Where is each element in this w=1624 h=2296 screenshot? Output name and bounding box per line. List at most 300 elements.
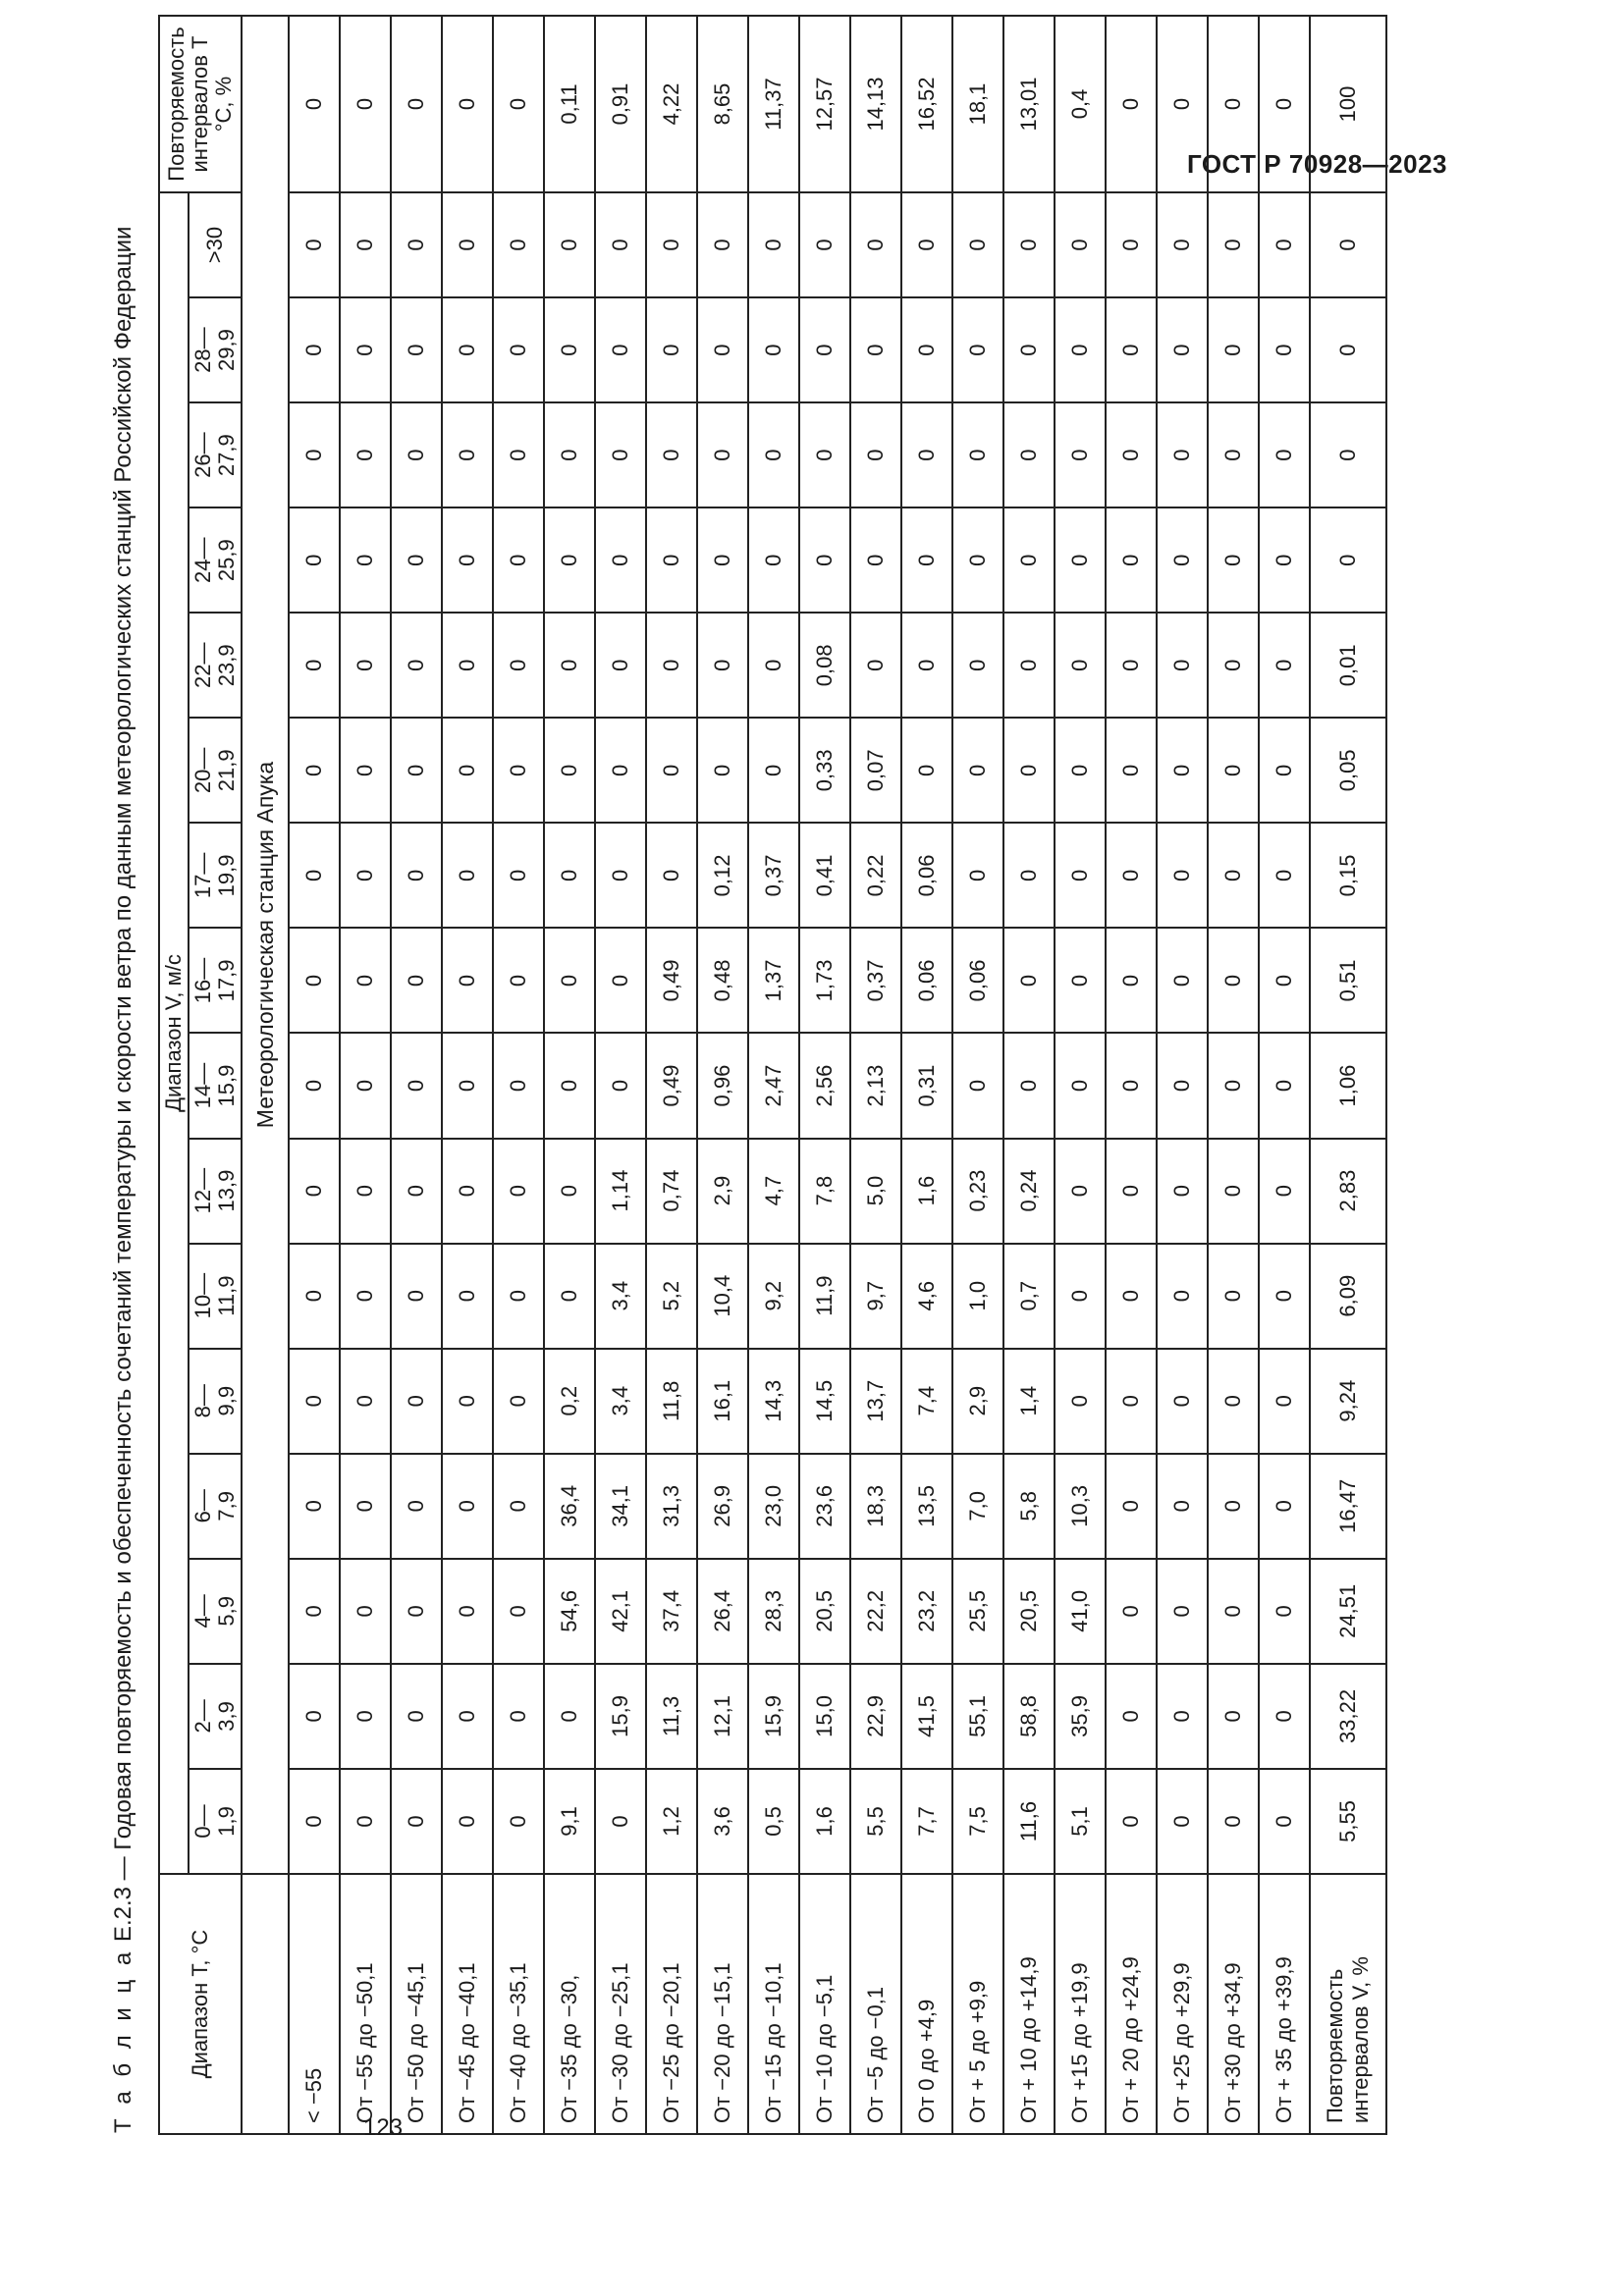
repeatability-cell: 0 (391, 16, 442, 192)
value-cell: 0 (1003, 718, 1055, 823)
value-cell: 10,3 (1055, 1454, 1106, 1559)
value-cell: 0 (850, 507, 901, 613)
value-cell: 0 (850, 297, 901, 402)
value-cell: 0 (391, 1664, 442, 1769)
value-cell: 0 (289, 1769, 340, 1874)
value-cell: 14,5 (799, 1349, 850, 1454)
value-cell: 0 (340, 192, 391, 297)
repeatability-cell: 0 (1106, 16, 1157, 192)
value-cell: 15,9 (748, 1664, 799, 1769)
value-cell: 0 (544, 823, 595, 928)
row-label: От −25 до −20,1 (646, 1874, 697, 2134)
value-cell: 0 (1259, 192, 1310, 297)
value-cell: 0 (1259, 402, 1310, 507)
row-label: Повторяемость интервалов V, % (1310, 1874, 1386, 2134)
value-cell: 7,8 (799, 1139, 850, 1244)
value-cell: 0 (1003, 297, 1055, 402)
value-cell: 0 (544, 928, 595, 1033)
value-cell: 0 (1208, 613, 1259, 718)
row-label: От −40 до −35,1 (493, 1874, 544, 2134)
value-cell: 0,33 (799, 718, 850, 823)
table-row (1003, 16, 1055, 2134)
station-row-blank (242, 1874, 289, 2134)
wind-range-cell: 26— 27,9 (189, 402, 242, 507)
value-cell: 0 (1208, 928, 1259, 1033)
value-cell: 18,3 (850, 1454, 901, 1559)
value-cell: 0 (1208, 1559, 1259, 1664)
value-cell: 0 (1208, 823, 1259, 928)
value-cell: 0 (1106, 1454, 1157, 1559)
value-cell: 0 (493, 718, 544, 823)
value-cell: 0 (1106, 823, 1157, 928)
value-cell: 0,15 (1310, 823, 1386, 928)
value-cell: 15,9 (595, 1664, 646, 1769)
repeatability-cell: 0 (493, 16, 544, 192)
value-cell: 0 (1106, 1034, 1157, 1139)
value-cell: 0 (952, 823, 1003, 928)
value-cell: 0,01 (1310, 613, 1386, 718)
value-cell: 0 (544, 1244, 595, 1349)
value-cell: 11,6 (1003, 1769, 1055, 1874)
value-cell: 0 (1106, 1244, 1157, 1349)
value-cell: 0 (544, 297, 595, 402)
value-cell: 58,8 (1003, 1664, 1055, 1769)
value-cell: 2,13 (850, 1034, 901, 1139)
table-row (952, 16, 1003, 2134)
value-cell: 0 (289, 823, 340, 928)
value-cell: 0 (1106, 1769, 1157, 1874)
value-cell: 0 (901, 192, 952, 297)
value-cell: 13,5 (901, 1454, 952, 1559)
value-cell: 2,47 (748, 1034, 799, 1139)
value-cell: 0 (289, 1349, 340, 1454)
wind-range-cell: 14— 15,9 (189, 1034, 242, 1139)
wind-range-cell: 20— 21,9 (189, 718, 242, 823)
value-cell: 0 (952, 402, 1003, 507)
value-cell: 0 (289, 1244, 340, 1349)
value-cell: 42,1 (595, 1559, 646, 1664)
value-cell: 0 (493, 1769, 544, 1874)
wind-range-cell: >30 (189, 192, 242, 297)
value-cell: 0,2 (544, 1349, 595, 1454)
value-cell: 0 (1259, 1244, 1310, 1349)
value-cell: 0 (442, 823, 493, 928)
value-cell: 0 (289, 1559, 340, 1664)
value-cell: 0 (442, 1244, 493, 1349)
value-cell: 0,96 (697, 1034, 748, 1139)
wind-range-cell: 6— 7,9 (189, 1454, 242, 1559)
value-cell: 6,09 (1310, 1244, 1386, 1349)
value-cell: 0 (442, 1454, 493, 1559)
value-cell: 0 (1055, 823, 1106, 928)
value-cell: 0,06 (901, 823, 952, 928)
value-cell: 33,22 (1310, 1664, 1386, 1769)
value-cell: 7,4 (901, 1349, 952, 1454)
value-cell: 26,4 (697, 1559, 748, 1664)
value-cell: 0 (1003, 613, 1055, 718)
value-cell: 0 (1259, 1664, 1310, 1769)
value-cell: 15,0 (799, 1664, 850, 1769)
value-cell: 0 (850, 613, 901, 718)
table-row (1259, 16, 1310, 2134)
value-cell: 0,37 (748, 823, 799, 928)
value-cell: 0 (442, 613, 493, 718)
wind-range-cell: 2— 3,9 (189, 1664, 242, 1769)
value-cell: 0 (952, 297, 1003, 402)
value-cell: 11,8 (646, 1349, 697, 1454)
value-cell: 0,7 (1003, 1244, 1055, 1349)
value-cell: 0 (1003, 507, 1055, 613)
value-cell: 0 (646, 297, 697, 402)
value-cell: 0 (1106, 1559, 1157, 1664)
row-label: От −15 до −10,1 (748, 1874, 799, 2134)
value-cell: 0 (1055, 1034, 1106, 1139)
value-cell: 0 (901, 402, 952, 507)
value-cell: 3,6 (697, 1769, 748, 1874)
value-cell: 0 (391, 1139, 442, 1244)
value-cell: 0 (493, 1349, 544, 1454)
value-cell: 0 (340, 1349, 391, 1454)
value-cell: 0 (799, 402, 850, 507)
value-cell: 0 (544, 1034, 595, 1139)
table-row (493, 16, 544, 2134)
table-row (391, 16, 442, 2134)
wind-range-cell: 10— 11,9 (189, 1244, 242, 1349)
temperature-range-header: Диапазон T, °C (159, 1874, 242, 2134)
value-cell: 0 (1055, 928, 1106, 1033)
value-cell: 0 (1055, 507, 1106, 613)
value-cell: 0 (289, 1139, 340, 1244)
row-label: От +25 до +29,9 (1157, 1874, 1208, 2134)
value-cell: 1,2 (646, 1769, 697, 1874)
value-cell: 0 (748, 192, 799, 297)
value-cell: 36,4 (544, 1454, 595, 1559)
value-cell: 0 (595, 823, 646, 928)
value-cell: 0 (493, 192, 544, 297)
value-cell: 0 (1003, 1034, 1055, 1139)
value-cell: 20,5 (1003, 1559, 1055, 1664)
repeatability-cell: 0,11 (544, 16, 595, 192)
value-cell: 0 (1157, 823, 1208, 928)
value-cell: 0 (544, 402, 595, 507)
value-cell: 0 (442, 1769, 493, 1874)
value-cell: 0 (595, 297, 646, 402)
value-cell: 1,37 (748, 928, 799, 1033)
value-cell: 0 (1106, 718, 1157, 823)
value-cell: 0,31 (901, 1034, 952, 1139)
row-label: От −30 до −25,1 (595, 1874, 646, 2134)
value-cell: 0 (289, 507, 340, 613)
value-cell: 16,1 (697, 1349, 748, 1454)
value-cell: 0 (391, 1349, 442, 1454)
value-cell: 0 (391, 1559, 442, 1664)
repeatability-cell: 18,1 (952, 16, 1003, 192)
row-label: От +15 до +19,9 (1055, 1874, 1106, 2134)
wind-ranges-row (189, 16, 242, 2134)
wind-range-cell: 4— 5,9 (189, 1559, 242, 1664)
value-cell: 0 (697, 402, 748, 507)
value-cell: 0 (1055, 1244, 1106, 1349)
value-cell: 0 (1106, 402, 1157, 507)
value-cell: 4,6 (901, 1244, 952, 1349)
value-cell: 0 (1003, 928, 1055, 1033)
row-label: От −50 до −45,1 (391, 1874, 442, 2134)
value-cell: 0,41 (799, 823, 850, 928)
value-cell: 0 (1157, 402, 1208, 507)
repeatability-cell: 0 (340, 16, 391, 192)
value-cell: 23,6 (799, 1454, 850, 1559)
value-cell: 0 (1259, 1349, 1310, 1454)
table-caption (108, 5, 138, 2133)
table-row (1157, 16, 1208, 2134)
value-cell: 0 (1055, 718, 1106, 823)
wind-range-header: Диапазон V, м/с (159, 192, 189, 1874)
wind-range-cell: 24— 25,9 (189, 507, 242, 613)
value-cell: 0 (544, 718, 595, 823)
value-cell: 0 (493, 1559, 544, 1664)
wind-range-cell: 8— 9,9 (189, 1349, 242, 1454)
value-cell: 0 (340, 507, 391, 613)
wind-range-cell: 28— 29,9 (189, 297, 242, 402)
value-cell: 14,3 (748, 1349, 799, 1454)
value-cell: 0 (595, 402, 646, 507)
value-cell: 0 (1055, 1349, 1106, 1454)
value-cell: 1,73 (799, 928, 850, 1033)
wind-range-cell: 0— 1,9 (189, 1769, 242, 1874)
value-cell: 0 (1208, 1349, 1259, 1454)
value-cell: 0 (340, 1034, 391, 1139)
value-cell: 0 (1259, 1559, 1310, 1664)
value-cell: 0 (1259, 1454, 1310, 1559)
value-cell: 0 (493, 1034, 544, 1139)
value-cell: 0 (1157, 718, 1208, 823)
value-cell: 0 (493, 297, 544, 402)
value-cell: 0 (1106, 928, 1157, 1033)
value-cell: 0 (1157, 1559, 1208, 1664)
value-cell: 0 (442, 507, 493, 613)
repeatability-cell: 0,91 (595, 16, 646, 192)
value-cell: 0 (1055, 192, 1106, 297)
value-cell: 16,47 (1310, 1454, 1386, 1559)
table-row (544, 16, 595, 2134)
value-cell: 2,83 (1310, 1139, 1386, 1244)
value-cell: 22,9 (850, 1664, 901, 1769)
value-cell: 0 (442, 297, 493, 402)
value-cell: 5,2 (646, 1244, 697, 1349)
value-cell: 0 (1259, 1139, 1310, 1244)
repeatability-cell: 16,52 (901, 16, 952, 192)
wind-range-cell: 16— 17,9 (189, 928, 242, 1033)
repeatability-cell: 100 (1310, 16, 1386, 192)
repeatability-cell: 14,13 (850, 16, 901, 192)
value-cell: 0 (391, 402, 442, 507)
value-cell: 0,06 (901, 928, 952, 1033)
value-cell: 0 (391, 1034, 442, 1139)
value-cell: 0 (391, 823, 442, 928)
value-cell: 0 (1157, 507, 1208, 613)
value-cell: 0 (1157, 192, 1208, 297)
value-cell: 5,55 (1310, 1769, 1386, 1874)
value-cell: 0,12 (697, 823, 748, 928)
value-cell: 0 (1157, 1664, 1208, 1769)
value-cell: 0 (1310, 297, 1386, 402)
value-cell: 0 (595, 928, 646, 1033)
repeatability-cell: 0 (1259, 16, 1310, 192)
value-cell: 37,4 (646, 1559, 697, 1664)
value-cell: 11,9 (799, 1244, 850, 1349)
value-cell: 0 (646, 823, 697, 928)
value-cell: 0 (1208, 297, 1259, 402)
value-cell: 12,1 (697, 1664, 748, 1769)
value-cell: 0 (1259, 297, 1310, 402)
value-cell: 0 (1259, 928, 1310, 1033)
table-row (1106, 16, 1157, 2134)
value-cell: 28,3 (748, 1559, 799, 1664)
value-cell: 26,9 (697, 1454, 748, 1559)
value-cell: 0 (391, 192, 442, 297)
value-cell: 23,0 (748, 1454, 799, 1559)
value-cell: 0 (1259, 718, 1310, 823)
value-cell: 0,23 (952, 1139, 1003, 1244)
value-cell: 0 (340, 1244, 391, 1349)
value-cell: 10,4 (697, 1244, 748, 1349)
table-row (697, 16, 748, 2134)
value-cell: 0 (1157, 1454, 1208, 1559)
value-cell: 0 (442, 1349, 493, 1454)
value-cell: 0 (646, 507, 697, 613)
value-cell: 0 (544, 507, 595, 613)
value-cell: 0 (1310, 507, 1386, 613)
value-cell: 3,4 (595, 1244, 646, 1349)
value-cell: 0 (391, 297, 442, 402)
value-cell: 0 (1259, 1034, 1310, 1139)
repeatability-cell: 0,4 (1055, 16, 1106, 192)
value-cell: 0 (289, 1034, 340, 1139)
repeatability-cell: 0 (1157, 16, 1208, 192)
value-cell: 0 (493, 1664, 544, 1769)
table-row (442, 16, 493, 2134)
row-label: От 0 до +4,9 (901, 1874, 952, 2134)
value-cell: 0 (442, 1664, 493, 1769)
value-cell: 0 (289, 1454, 340, 1559)
value-cell: 0 (901, 507, 952, 613)
table-row (850, 16, 901, 2134)
value-cell: 0 (340, 297, 391, 402)
value-cell: 0 (1310, 402, 1386, 507)
value-cell: 0 (442, 192, 493, 297)
value-cell: 2,56 (799, 1034, 850, 1139)
value-cell: 25,5 (952, 1559, 1003, 1664)
value-cell: 0 (1106, 1139, 1157, 1244)
value-cell: 24,51 (1310, 1559, 1386, 1664)
value-cell: 0,49 (646, 928, 697, 1033)
value-cell: 0 (799, 507, 850, 613)
value-cell: 0 (1208, 1244, 1259, 1349)
value-cell: 0 (1208, 1454, 1259, 1559)
value-cell: 0 (340, 402, 391, 507)
value-cell: 0 (646, 613, 697, 718)
value-cell: 0 (1157, 928, 1208, 1033)
value-cell: 0 (1157, 1244, 1208, 1349)
value-cell: 9,7 (850, 1244, 901, 1349)
value-cell: 0 (748, 297, 799, 402)
value-cell: 0 (850, 192, 901, 297)
value-cell: 0 (901, 613, 952, 718)
value-cell: 0 (391, 1244, 442, 1349)
value-cell: 0,22 (850, 823, 901, 928)
value-cell: 3,4 (595, 1349, 646, 1454)
row-label: От −20 до −15,1 (697, 1874, 748, 2134)
repeatability-cell: 13,01 (1003, 16, 1055, 192)
value-cell: 0 (289, 928, 340, 1033)
value-cell: 0 (544, 1139, 595, 1244)
value-cell: 35,9 (1055, 1664, 1106, 1769)
value-cell: 0 (442, 928, 493, 1033)
value-cell: 0 (697, 718, 748, 823)
value-cell: 0 (1157, 1034, 1208, 1139)
value-cell: 0 (748, 718, 799, 823)
value-cell: 0 (595, 1034, 646, 1139)
value-cell: 0 (799, 192, 850, 297)
temperature-repeatability-header: Повторяемость интервалов T °C, % (159, 16, 242, 192)
value-cell: 0 (340, 1769, 391, 1874)
value-cell: 0 (442, 402, 493, 507)
value-cell: 0 (289, 402, 340, 507)
value-cell: 0 (1208, 1664, 1259, 1769)
value-cell: 0,08 (799, 613, 850, 718)
value-cell: 31,3 (646, 1454, 697, 1559)
value-cell: 0 (1106, 1349, 1157, 1454)
value-cell: 0 (646, 402, 697, 507)
value-cell: 0 (595, 718, 646, 823)
caption-label: Т а б л и ц а (110, 1948, 136, 2133)
wind-range-cell: 17— 19,9 (189, 823, 242, 928)
value-cell: 0 (391, 928, 442, 1033)
value-cell: 0 (1055, 297, 1106, 402)
value-cell: 0 (748, 613, 799, 718)
value-cell: 0 (1106, 1664, 1157, 1769)
value-cell: 0 (850, 402, 901, 507)
value-cell: 0,06 (952, 928, 1003, 1033)
total-row (1310, 16, 1386, 2134)
value-cell: 0 (1003, 823, 1055, 928)
row-label: От + 5 до +9,9 (952, 1874, 1003, 2134)
wind-range-cell: 12— 13,9 (189, 1139, 242, 1244)
value-cell: 0 (952, 1034, 1003, 1139)
repeatability-cell: 8,65 (697, 16, 748, 192)
repeatability-cell: 12,57 (799, 16, 850, 192)
value-cell: 0 (646, 192, 697, 297)
value-cell: 0,05 (1310, 718, 1386, 823)
value-cell: 1,06 (1310, 1034, 1386, 1139)
value-cell: 0 (1003, 192, 1055, 297)
value-cell: 0 (493, 1244, 544, 1349)
value-cell: 0 (1106, 192, 1157, 297)
value-cell: 0 (1157, 1349, 1208, 1454)
value-cell: 0 (697, 613, 748, 718)
value-cell: 0 (1157, 613, 1208, 718)
value-cell: 0 (952, 718, 1003, 823)
caption-text: Е.2.3 — Годовая повторяемость и обеспеченность сочетаний температуры и скорости ветра по данным метеорологических станций Российской Федерации (110, 226, 136, 1949)
value-cell: 9,24 (1310, 1349, 1386, 1454)
value-cell: 0,48 (697, 928, 748, 1033)
value-cell: 0 (289, 1664, 340, 1769)
row-label: От −55 до −50,1 (340, 1874, 391, 2134)
table-row (595, 16, 646, 2134)
value-cell: 0,5 (748, 1769, 799, 1874)
value-cell: 9,2 (748, 1244, 799, 1349)
value-cell: 2,9 (952, 1349, 1003, 1454)
